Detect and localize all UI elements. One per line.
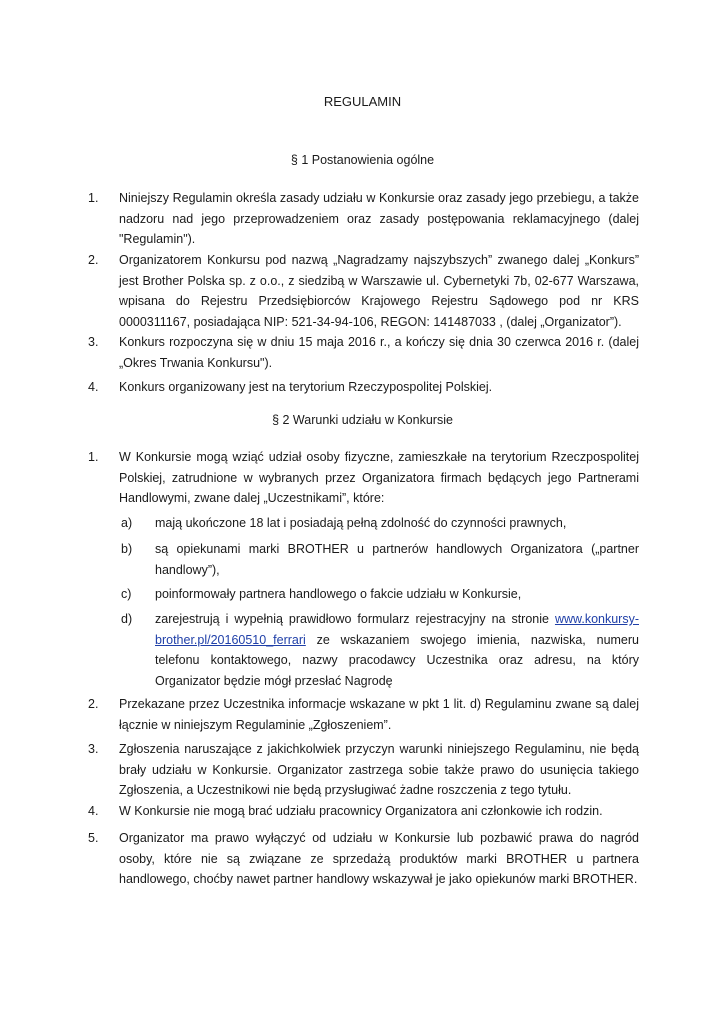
item-text: Konkurs organizowany jest na terytorium Rzeczypospolitej Polskiej. [119, 380, 493, 394]
item-number: 3. [88, 335, 99, 349]
subitem-text: mają ukończone 18 lat i posiadają pełną zdolność do czynności prawnych, [155, 516, 567, 530]
item-number: 1. [88, 450, 99, 464]
subitem-text-before: zarejestrują i wypełnią prawidłowo formularz rejestracyjny na stronie [155, 612, 555, 626]
section-1-item-2 [88, 250, 639, 332]
item-number: 2. [88, 697, 99, 711]
section-2-subitem-d [121, 609, 639, 691]
item-number: 5. [88, 831, 99, 845]
section-1-item-3 [88, 332, 639, 373]
item-text: W Konkursie nie mogą brać udziału pracownicy Organizatora ani członkowie ich rodzin. [119, 804, 603, 818]
item-text: Przekazane przez Uczestnika informacje wskazane w pkt 1 lit. d) Regulaminu zwane są dalej łącznie w niniejszym Regulaminie „Zgłoszeniem”. [119, 697, 639, 732]
item-text: W Konkursie mogą wziąć udział osoby fizyczne, zamieszkałe na terytorium Rzeczpospolitej Polskiej, zatrudnione w wybranych przez Organizatora firmach będących jego Partnerami Handlowymi, zwane dalej „Uczestnikami”, które: [119, 450, 639, 505]
section-2-item-4 [88, 801, 639, 822]
item-text: Konkurs rozpoczyna się w dniu 15 maja 2016 r., a kończy się dnia 30 czerwca 2016 r. (dalej „Okres Trwania Konkursu"). [119, 335, 639, 370]
document-title: REGULAMIN [323, 94, 402, 109]
registration-link[interactable]: www.konkursy-brother.pl/20160510_ferrari [155, 612, 639, 647]
subitem-letter: b) [121, 542, 133, 556]
subitem-letter: d) [121, 612, 133, 626]
subitem-letter: c) [121, 587, 132, 601]
section-2-subitem-a [121, 513, 639, 534]
item-number: 4. [88, 380, 99, 394]
section-1-item-1 [88, 188, 639, 250]
section-2-item-1 [88, 447, 639, 509]
subitem-text: poinformowały partnera handlowego o fakcie udziału w Konkursie, [155, 587, 522, 601]
item-number: 2. [88, 253, 99, 267]
item-text: Niniejszy Regulamin określa zasady udziału w Konkursie oraz zasady jego przebiegu, a także nadzoru nad jego przeprowadzeniem oraz zasady postępowania reklamacyjnego (dalej "Regulamin"). [119, 191, 639, 246]
item-number: 4. [88, 804, 99, 818]
section-2-item-2 [88, 694, 639, 735]
item-text: Organizator ma prawo wyłączyć od udziału w Konkursie lub pozbawić prawa do nagród osoby, które nie są związane ze sprzedażą produktów marki BROTHER u partnera handlowego, choćby nawet partner handlowy wskazywał je jako opiekunów marki BROTHER. [119, 831, 639, 886]
item-number: 3. [88, 742, 99, 756]
section-2-subitem-c [121, 584, 639, 605]
subitem-text-after: ze wskazaniem swojego imienia, nazwiska, numeru telefonu kontaktowego, nazwy pracodawcy Uczestnika oraz adresu, na który Organizator będzie mógł przesłać Nagrodę [155, 632, 639, 688]
section-2-subitem-b [121, 539, 639, 580]
section-1-heading: § 1 Postanowienia ogólne [290, 153, 435, 167]
item-text: Organizatorem Konkursu pod nazwą „Nagradzamy najszybszych” zwanego dalej „Konkurs” jest Brother Polska sp. z o.o., z siedzibą w Warszawie ul. Cybernetyki 7b, 02-677 Warszawa, wpisana do Rejestru Przedsiębiorców Krajowego Rejestru Sądowego pod nr KRS 0000311167, posiadająca NIP: 521-34-94-106, REGON: 141487033 , (dalej „Organizator”). [119, 253, 639, 329]
section-2-item-3 [88, 739, 639, 801]
section-2-heading: § 2 Warunki udziału w Konkursie [272, 413, 453, 427]
section-2-item-5 [88, 828, 639, 890]
subitem-text: są opiekunami marki BROTHER u partnerów handlowych Organizatora („partner handlowy”), [155, 542, 639, 577]
subitem-text [155, 609, 639, 691]
item-text: Zgłoszenia naruszające z jakichkolwiek przyczyn warunki niniejszego Regulaminu, nie będą brały udziału w Konkursie. Organizator zastrzega sobie także prawo do usunięcia takiego Zgłoszenia, a Uczestnikowi nie będą przysługiwać żadne roszczenia z tego tytułu. [119, 742, 639, 797]
section-1-item-4 [88, 377, 639, 398]
item-number: 1. [88, 191, 99, 205]
subitem-letter: a) [121, 516, 133, 530]
